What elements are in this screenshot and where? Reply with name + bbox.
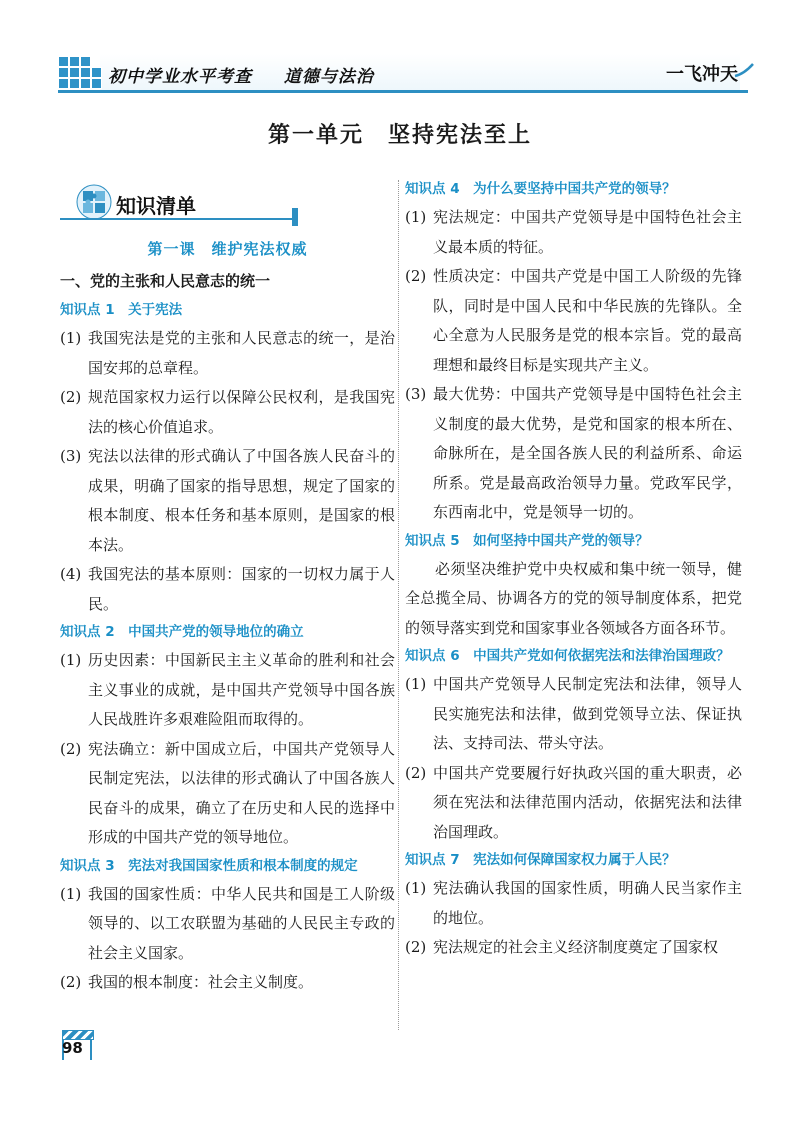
list-item: (3) 宪法以法律的形式确认了中国各族人民奋斗的成果，明确了国家的指导思想，规定了国家的根本制度、根本任务和基本原则，是国家的根本法。: [60, 447, 395, 554]
knowledge-point-2: 知识点 2 中国共产党的领导地位的确立: [60, 624, 304, 640]
list-item: (3) 最大优势：中国共产党领导是中国特色社会主义制度的最大优势，是党和国家的根本所在、命脉所在，是全国各族人民的利益所系、命运所系。党是最高政治领导力量。党政军民学，东西南北中，党是领导一切的。: [405, 385, 742, 521]
lesson-title: 第一课 维护宪法权威: [147, 240, 308, 258]
page-number-badge: [60, 1030, 100, 1064]
knowledge-point-4: 知识点 4 为什么要坚持中国共产党的领导？: [405, 181, 676, 197]
list-item: (1) 宪法规定：中国共产党领导是中国特色社会主义最本质的特征。: [405, 208, 742, 256]
header-grid-logo: [58, 56, 104, 88]
badge-label: 知识清单: [116, 194, 196, 218]
list-item: (2) 中国共产党要履行好执政兴国的重大职责，必须在宪法和法律范围内活动，依据宪法和法律治国理政。: [405, 763, 742, 841]
list-item: (1) 我国的国家性质：中华人民共和国是工人阶级领导的、以工农联盟为基础的人民民主专政的社会主义国家。: [60, 884, 395, 962]
list-item: (2) 我国的根本制度：社会主义制度。: [60, 973, 314, 991]
right-column: [405, 176, 742, 963]
page-number-leg: [90, 1040, 92, 1060]
list-item: (2) 性质决定：中国共产党是中国工人阶级的先锋队，同时是中国人民和中华民族的先锋队。全心全意为人民服务是党的根本宗旨。党的最高理想和最终目标是实现共产主义。: [405, 267, 742, 374]
page-number: 98: [62, 1039, 83, 1057]
brand-swoosh-icon: [734, 62, 754, 78]
header-title: [108, 62, 374, 87]
left-column: [60, 176, 395, 998]
puzzle-icon: [74, 182, 114, 222]
knowledge-point-6: 知识点 6 中国共产党如何依据宪法和法律治国理政？: [405, 648, 730, 664]
list-item: (1) 我国宪法是党的主张和人民意志的统一，是治国安邦的总章程。: [60, 329, 395, 377]
list-item: (2) 宪法规定的社会主义经济制度奠定了国家权: [405, 938, 719, 956]
list-item: (1) 中国共产党领导人民制定宪法和法律，领导人民实施宪法和法律，做到党领导立法、保证执法、支持司法、带头守法。: [405, 675, 742, 752]
paragraph: 必须坚决维护党中央权威和集中统一领导，健全总揽全局、协调各方的党的领导制度体系，把党的领导落实到党和国家事业各领域各方面各环节。: [405, 559, 742, 637]
knowledge-point-1: 知识点 1 关于宪法: [60, 302, 183, 318]
subject-title: 道德与法治: [283, 67, 374, 87]
header-rule: [58, 90, 748, 93]
list-item: (1) 宪法确认我国的国家性质，明确人民当家作主的地位。: [405, 879, 742, 927]
unit-title: 第一单元 坚持宪法至上: [267, 123, 532, 148]
list-item: (2) 规范国家权力运行以保障公民权利，是我国宪法的核心价值追求。: [60, 388, 395, 436]
knowledge-point-7: 知识点 7 宪法如何保障国家权力属于人民？: [405, 852, 676, 868]
list-item: (4) 我国宪法的基本原则：国家的一切权力属于人民。: [60, 565, 395, 613]
column-divider: [398, 180, 399, 1030]
knowledge-point-3: 知识点 3 宪法对我国国家性质和根本制度的规定: [60, 857, 358, 874]
section-heading: 一、党的主张和人民意志的统一: [60, 272, 271, 290]
badge-rule-end: [292, 208, 298, 226]
brand-text: 一飞冲天: [666, 64, 738, 85]
list-item: (2) 宪法确立：新中国成立后，中国共产党领导人民制定宪法，以法律的形式确认了中国各族人民奋斗的成果，确立了在历史和人民的选择中形成的中国共产党的领导地位。: [60, 739, 395, 846]
series-title: 初中学业水平考查: [108, 67, 252, 87]
page-header: [0, 0, 800, 100]
badge-rule: [60, 218, 295, 220]
list-item: (1) 历史因素：中国新民主主义革命的胜利和社会主义事业的成就，是中国共产党领导中国各族人民战胜许多艰难险阻而取得的。: [60, 651, 395, 728]
knowledge-list-badge: [60, 180, 395, 230]
knowledge-point-5: 知识点 5 如何坚持中国共产党的领导？: [405, 532, 649, 549]
